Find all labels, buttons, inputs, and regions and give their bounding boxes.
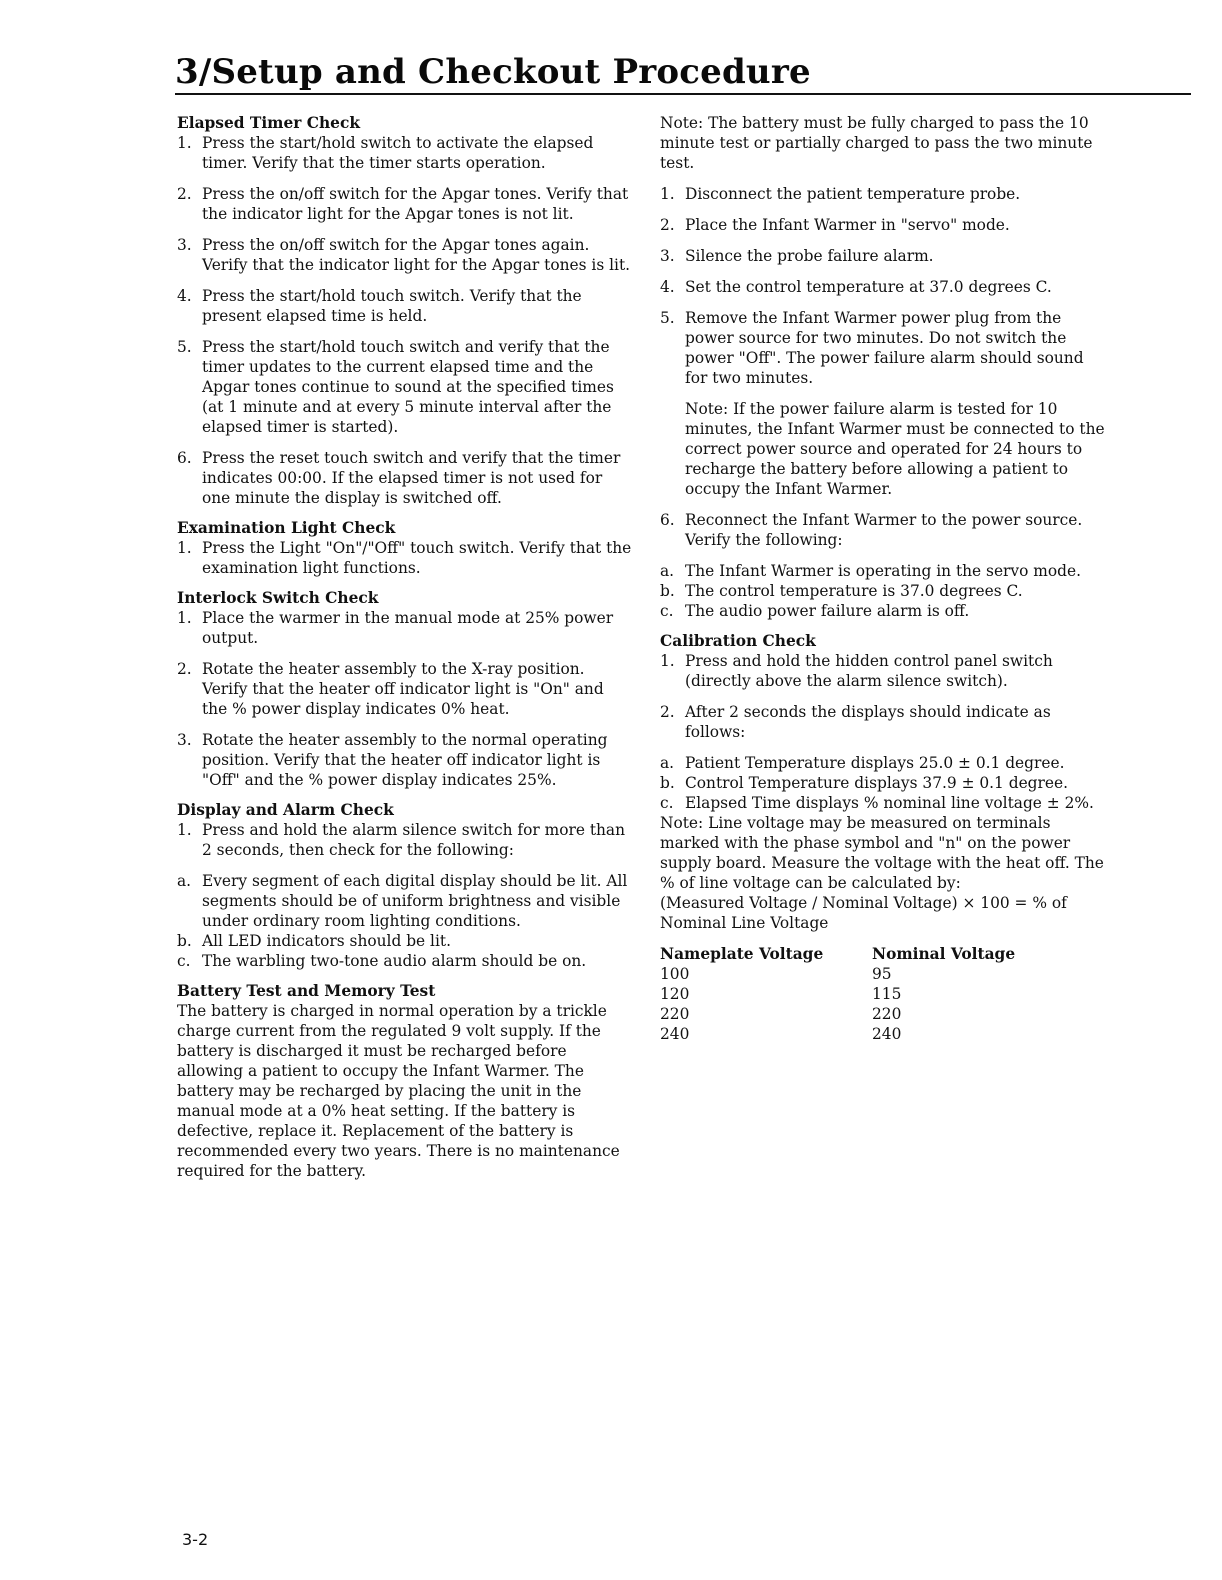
right-column <box>660 113 1110 1044</box>
list-item: 1. Press and hold the alarm silence switch for more than 2 seconds, then check for the following: <box>177 821 626 859</box>
list-item: 2. After 2 seconds the displays should indicate as follows: <box>660 703 1051 741</box>
list-item: 2. Rotate the heater assembly to the X-ray position. Verify that the heater off indicator light is "On" and the % power display indicates 0% heat. <box>177 660 604 718</box>
list-item: 2. Place the Infant Warmer in "servo" mode. <box>660 216 1010 234</box>
sub-list-item: a. Every segment of each digital display should be lit. All segments should be of uniform brightness and visible under ordinary room lighting conditions. <box>177 872 628 930</box>
list-item: 3. Silence the probe failure alarm. <box>660 247 934 265</box>
table-header-row <box>660 944 1015 964</box>
examination-light-heading: Examination Light Check <box>177 519 396 537</box>
sub-list-item: b. All LED indicators should be lit. <box>177 932 451 950</box>
voltage-formula: (Measured Voltage / Nominal Voltage) × 100 = % of Nominal Line Voltage <box>660 894 1067 932</box>
sub-list-item: b. Control Temperature displays 37.9 ± 0.1 degree. <box>660 774 1068 792</box>
table-row: 240 240 <box>660 1025 902 1043</box>
line-voltage-note: Note: Line voltage may be measured on terminals marked with the phase symbol and "n" on the power supply board. Measure the voltage with the heat off. The % of line voltage can be calculated by: <box>660 814 1104 892</box>
list-item: 4. Press the start/hold touch switch. Verify that the present elapsed time is held. <box>177 287 582 325</box>
battery-test-text: The battery is charged in normal operation by a trickle charge current from the regulated 9 volt supply. If the battery is discharged it must be recharged before allowing a patient to occupy the Infant Warmer. The battery may be recharged by placing the unit in the manual mode at a 0% heat setting. If the battery is defective, replace it. Replacement of the battery is recommended every two years. There is no maintenance required for the battery. <box>177 1002 620 1180</box>
list-item: 3. Press the on/off switch for the Apgar tones again. Verify that the indicator light for the Apgar tones is lit. <box>177 236 631 274</box>
list-item: 4. Set the control temperature at 37.0 degrees C. <box>660 278 1052 296</box>
list-item: 2. Press the on/off switch for the Apgar tones. Verify that the indicator light for the Apgar tones is not lit. <box>177 185 629 223</box>
sub-list-item: c. The warbling two-tone audio alarm should be on. <box>177 952 587 970</box>
list-item: 3. Rotate the heater assembly to the normal operating position. Verify that the heater off indicator light is "Off" and the % power display indicates 25%. <box>177 731 608 789</box>
page-title: 3/Setup and Checkout Procedure <box>175 52 811 92</box>
list-item: 6. Press the reset touch switch and verify that the timer indicates 00:00. If the elapsed timer is not used for one minute the display is switched off. <box>177 449 621 507</box>
battery-test-heading: Battery Test and Memory Test <box>177 982 436 1000</box>
table-row: 120 115 <box>660 985 902 1003</box>
list-item: 1. Disconnect the patient temperature probe. <box>660 185 1021 203</box>
left-column <box>177 113 633 1181</box>
display-alarm-heading: Display and Alarm Check <box>177 801 394 819</box>
list-item: 1. Place the warmer in the manual mode at 25% power output. <box>177 609 614 647</box>
interlock-switch-heading: Interlock Switch Check <box>177 589 379 607</box>
sub-list-item: a. The Infant Warmer is operating in the servo mode. <box>660 562 1081 580</box>
list-item: 5. Press the start/hold touch switch and verify that the timer updates to the current elapsed time and the Apgar tones continue to sound at the specified times (at 1 minute and at every 5 minute interval after the elapsed timer is started). <box>177 338 614 436</box>
list-item: 1. Press the Light "On"/"Off" touch switch. Verify that the examination light functions. <box>177 539 632 577</box>
list-item: 5. Remove the Infant Warmer power plug from the power source for two minutes. Do not switch the power "Off". The power failure alarm should sound for two minutes. <box>660 309 1084 387</box>
battery-note: Note: The battery must be fully charged to pass the 10 minute test or partially charged to pass the two minute test. <box>660 114 1093 172</box>
page-number: 3-2 <box>182 1530 209 1549</box>
sub-list-item: c. Elapsed Time displays % nominal line voltage ± 2%. <box>660 794 1094 812</box>
title-divider <box>175 93 1191 95</box>
voltage-table <box>660 944 1015 1044</box>
power-failure-note: Note: If the power failure alarm is tested for 10 minutes, the Infant Warmer must be connected to the correct power source and operated for 24 hours to recharge the battery before allowing a patient to occupy the Infant Warmer. <box>685 400 1105 498</box>
sub-list-item: c. The audio power failure alarm is off. <box>660 602 970 620</box>
table-row: 220 220 <box>660 1005 902 1023</box>
nameplate-voltage-header: Nameplate Voltage <box>660 945 824 963</box>
sub-list-item: a. Patient Temperature displays 25.0 ± 0.1 degree. <box>660 754 1065 772</box>
list-item: 1. Press the start/hold switch to activate the elapsed timer. Verify that the timer starts operation. <box>177 134 594 172</box>
elapsed-timer-heading: Elapsed Timer Check <box>177 114 360 132</box>
list-item: 6. Reconnect the Infant Warmer to the power source. Verify the following: <box>660 511 1083 549</box>
list-item: 1. Press and hold the hidden control panel switch (directly above the alarm silence switch). <box>660 652 1053 690</box>
calibration-heading: Calibration Check <box>660 632 816 650</box>
table-row: 100 95 <box>660 965 892 983</box>
nominal-voltage-header: Nominal Voltage <box>872 945 1016 963</box>
sub-list-item: b. The control temperature is 37.0 degrees C. <box>660 582 1023 600</box>
